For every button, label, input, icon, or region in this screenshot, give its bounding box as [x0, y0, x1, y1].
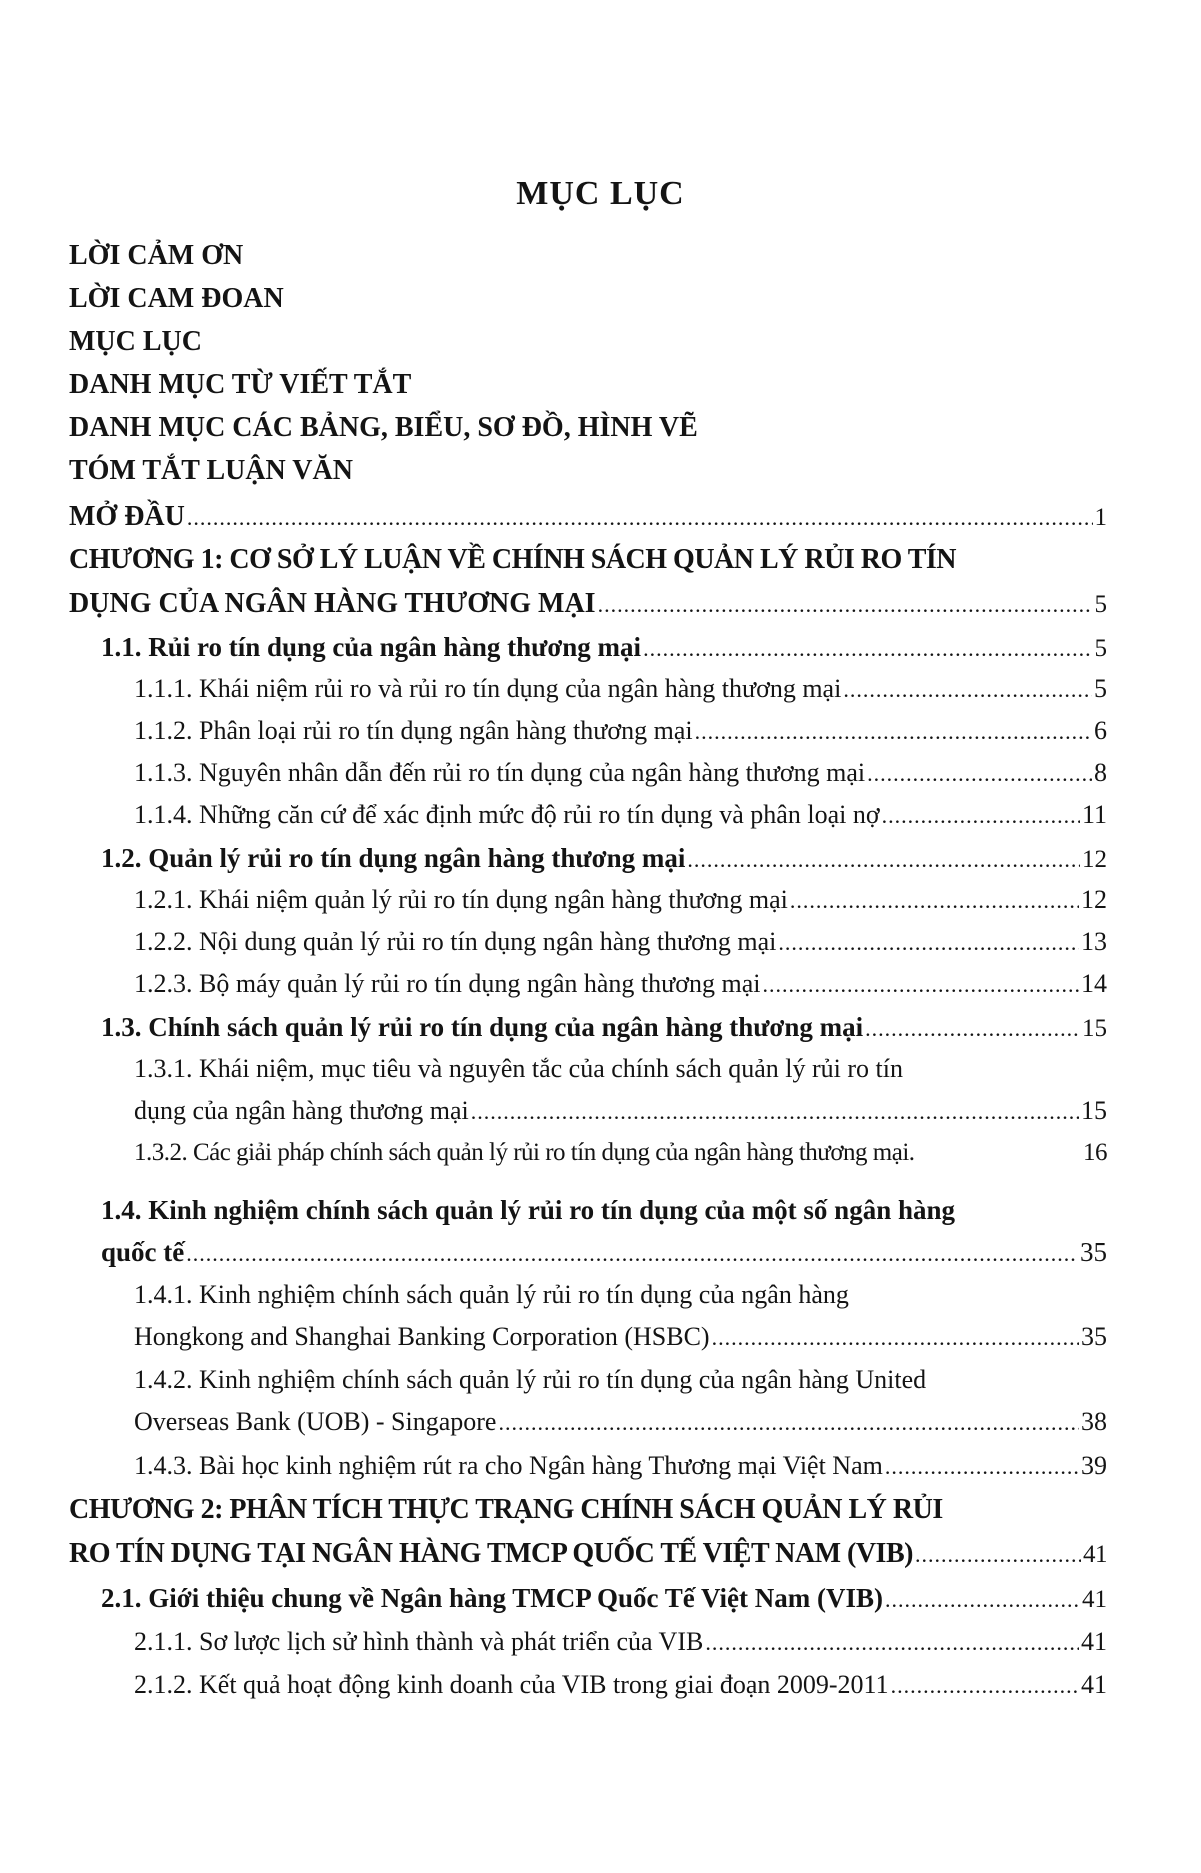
toc-entry-text: 1.2.2. Nội dung quản lý rủi ro tín dụng ngân hàng thương mại: [134, 927, 777, 956]
toc-entry-page: 41: [1081, 1627, 1107, 1656]
toc-subsection: [134, 1133, 1107, 1173]
toc-subsection: [134, 1446, 1107, 1486]
toc-entry-text: 1.4.2. Kinh nghiệm chính sách quản lý rủi ro tín dụng của ngân hàng United: [134, 1365, 927, 1394]
toc-entry-text: 1.3. Chính sách quản lý rủi ro tín dụng của ngân hàng thương mại: [101, 1012, 864, 1042]
toc-subsection: [134, 964, 1107, 1004]
toc-entry-page: 13: [1081, 927, 1107, 956]
toc-subsection: [134, 922, 1107, 962]
toc-entry-text: Hongkong and Shanghai Banking Corporation (HSBC): [134, 1322, 710, 1351]
toc-entry-page: 8: [1094, 758, 1107, 787]
toc-subsection: [134, 711, 1107, 751]
toc-entry-text: 1.4.3. Bài học kinh nghiệm rút ra cho Ngân hàng Thương mại Việt Nam: [134, 1451, 883, 1480]
toc-entry-text: MỤC LỤC: [69, 326, 202, 357]
toc-subsection: [134, 669, 1107, 709]
toc-section: [101, 1007, 1107, 1047]
toc-subsection: [134, 795, 1107, 835]
toc-entry: [69, 584, 1107, 624]
toc-entry: [69, 1534, 1107, 1574]
toc-section: [101, 1190, 1107, 1230]
toc-entry-text: dụng của ngân hàng thương mại: [134, 1096, 469, 1125]
toc-entry-text: MỞ ĐẦU: [69, 501, 185, 532]
toc-entry-text: 1.4.1. Kinh nghiệm chính sách quản lý rủi ro tín dụng của ngân hàng: [134, 1280, 849, 1309]
toc-entry-text: Overseas Bank (UOB) - Singapore: [134, 1407, 497, 1436]
toc-entry-page: 41: [1082, 1586, 1107, 1613]
toc-entry-text: DANH MỤC CÁC BẢNG, BIỂU, SƠ ĐỒ, HÌNH VẼ: [69, 412, 698, 443]
toc-entry-page: 41: [1083, 1541, 1107, 1568]
toc-entry-text: DỤNG CỦA NGÂN HÀNG THƯƠNG MẠI: [69, 588, 596, 619]
toc-entry-page: 15: [1082, 1015, 1107, 1042]
toc-entry-text: CHƯƠNG 1: CƠ SỞ LÝ LUẬN VỀ CHÍNH SÁCH QUẢN LÝ RỦI RO TÍN: [69, 544, 957, 575]
toc-entry: [69, 451, 1107, 491]
toc-entry-text: 1.3.1. Khái niệm, mục tiêu và nguyên tắc của chính sách quản lý rủi ro tín: [134, 1054, 903, 1083]
toc-entry-text: 2.1.2. Kết quả hoạt động kinh doanh của VIB trong giai đoạn 2009-2011: [134, 1670, 889, 1699]
toc-entry-page: 1: [1094, 504, 1107, 531]
toc-entry-text: LỜI CẢM ƠN: [69, 240, 244, 271]
toc-entry-text: 1.2.3. Bộ máy quản lý rủi ro tín dụng ngân hàng thương mại: [134, 969, 761, 998]
toc-section: [101, 627, 1107, 667]
toc-entry-text: RO TÍN DỤNG TẠI NGÂN HÀNG TMCP QUỐC TẾ VIỆT NAM (VIB): [69, 1538, 913, 1569]
toc-entry: [69, 236, 1107, 276]
toc-entry-text: 1.2.1. Khái niệm quản lý rủi ro tín dụng ngân hàng thương mại: [134, 885, 788, 914]
toc-subsection: [134, 880, 1107, 920]
toc-subsection: [134, 1360, 1107, 1400]
toc-entry: [69, 322, 1107, 362]
toc-entry-text: 1.1.3. Nguyên nhân dẫn đến rủi ro tín dụng của ngân hàng thương mại: [134, 758, 866, 787]
toc-subsection: [134, 1275, 1107, 1315]
page-title: MỤC LỤC: [516, 175, 685, 212]
toc-entry-text: LỜI CAM ĐOAN: [69, 283, 284, 314]
toc-entry-page: 5: [1094, 635, 1107, 662]
toc-entry-text: DANH MỤC TỪ VIẾT TẮT: [69, 369, 412, 400]
toc-entry-text: 1.4. Kinh nghiệm chính sách quản lý rủi ro tín dụng của một số ngân hàng: [101, 1195, 955, 1225]
toc-entry-text: 1.1.4. Những căn cứ để xác định mức độ rủi ro tín dụng và phân loại nợ: [134, 800, 880, 829]
toc-entry-page: 12: [1081, 885, 1107, 914]
toc-entry-text: TÓM TẮT LUẬN VĂN: [69, 455, 353, 486]
toc-section: [101, 1578, 1107, 1618]
toc-entry-text: 1.1.2. Phân loại rủi ro tín dụng ngân hàng thương mại: [134, 716, 693, 745]
toc-entry-page: 38: [1081, 1407, 1107, 1436]
toc-subsection: [134, 753, 1107, 793]
toc-subsection-continued: [134, 1091, 1107, 1131]
toc-entry-page: 5: [1094, 674, 1107, 703]
toc-chapter-heading: [69, 1490, 1107, 1530]
toc-entry-page: 12: [1082, 846, 1107, 873]
toc-entry-page: 35: [1080, 1237, 1107, 1267]
toc-subsection-continued: [134, 1402, 1107, 1442]
toc-entry-text: 1.1.1. Khái niệm rủi ro và rủi ro tín dụng của ngân hàng thương mại: [134, 674, 842, 703]
toc-entry-text: 1.2. Quản lý rủi ro tín dụng ngân hàng thương mại: [101, 843, 686, 873]
toc-entry: [69, 365, 1107, 405]
toc-entry-text: 2.1. Giới thiệu chung về Ngân hàng TMCP Quốc Tế Việt Nam (VIB): [101, 1583, 884, 1613]
toc-entry-text: 1.1. Rủi ro tín dụng của ngân hàng thương mại: [101, 632, 642, 662]
toc-entry-page: 15: [1081, 1096, 1107, 1125]
toc-section: [101, 838, 1107, 878]
toc-entry: [69, 279, 1107, 319]
toc-entry-page: 5: [1094, 591, 1107, 618]
toc-entry-text: 1.3.2. Các giải pháp chính sách quản lý rủi ro tín dụng của ngân hàng thương mại.: [134, 1139, 915, 1166]
toc-entry-page: 14: [1081, 969, 1107, 998]
toc-entry-page: 41: [1081, 1670, 1107, 1699]
toc-subsection: [134, 1665, 1107, 1705]
toc-entry-text: quốc tế: [101, 1237, 185, 1267]
toc-entry-page: 16: [1083, 1139, 1107, 1166]
toc-section-continued: [101, 1232, 1107, 1272]
toc-subsection: [134, 1622, 1107, 1662]
toc-entry-page: 6: [1094, 716, 1107, 745]
toc-chapter-heading: [69, 540, 1107, 580]
toc-entry: [69, 408, 1107, 448]
toc-entry-page: 35: [1081, 1322, 1107, 1351]
toc-entry-page: 39: [1081, 1451, 1107, 1480]
toc-subsection: [134, 1049, 1107, 1089]
toc-entry-page: 11: [1081, 800, 1107, 829]
toc-entry-text: CHƯƠNG 2: PHÂN TÍCH THỰC TRẠNG CHÍNH SÁCH QUẢN LÝ RỦI: [69, 1494, 943, 1525]
toc-entry: [69, 497, 1107, 537]
toc-entry-text: 2.1.1. Sơ lược lịch sử hình thành và phát triển của VIB: [134, 1627, 704, 1656]
toc-subsection-continued: [134, 1317, 1107, 1357]
